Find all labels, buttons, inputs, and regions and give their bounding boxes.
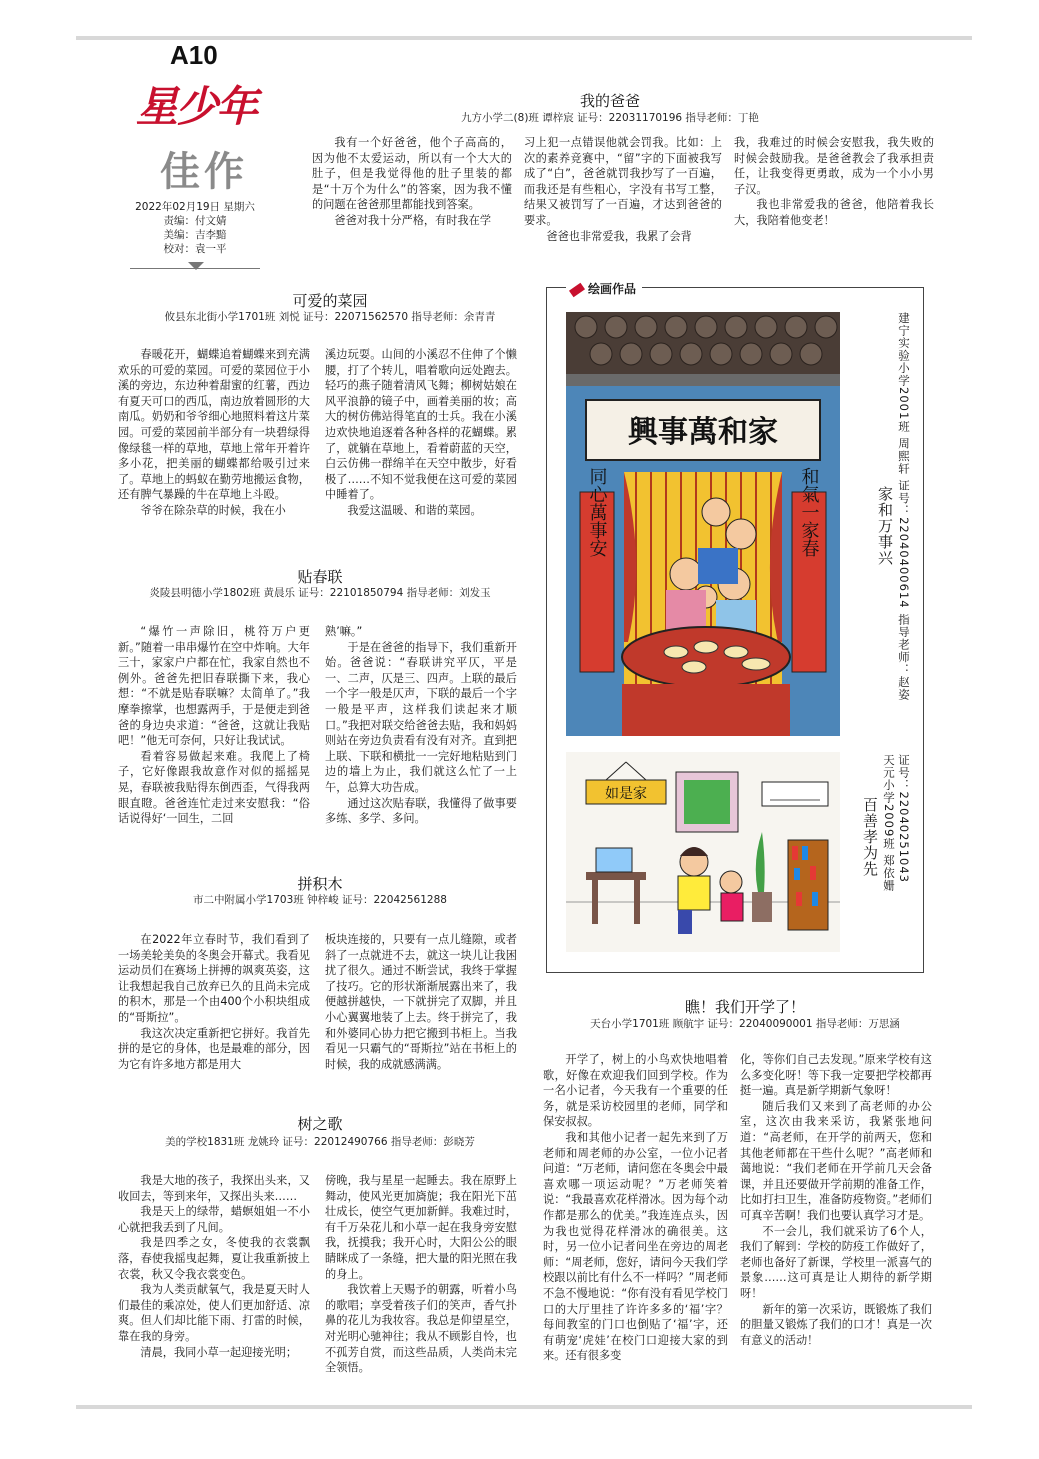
brand-logo: 星少年	[136, 82, 257, 131]
article-dad-byline: 九方小学二(8)班 谭梓宸 证号：22031170196 指导老师：丁艳	[461, 112, 759, 124]
painting1-title: 家和万事兴	[876, 486, 894, 566]
proofreader-credit: 校对：袁一平	[163, 243, 227, 255]
article-dad-col2: 习上犯一点错误他就会罚我。比如：上次的素养竞赛中，“留”字的下面被我写成了“白”，爸爸就罚我抄写了一百遍，而我还是有些粗心，字没有书写工整，结果又被罚写了一百遍，才达到爸爸的要求。 爸爸也非常爱我，我累了会背	[524, 136, 722, 243]
article-tree-byline: 美的学校1831班 龙姚玲 证号：22012490766 指导老师：彭晓芳	[165, 1136, 475, 1148]
art-editor-credit: 美编：吉李黯	[163, 229, 227, 241]
issue-date: 2022年02月19日 星期六	[135, 201, 255, 213]
plaque-text: 如是家	[605, 786, 647, 802]
editor-credit: 责编：付文婧	[163, 215, 227, 227]
air-conditioner	[762, 782, 828, 806]
article-dad-title: 我的爸爸	[579, 92, 640, 110]
painting-filial-piety	[566, 752, 840, 952]
bottom-rule	[76, 1405, 972, 1409]
article-blocks-col2: 板块连接的，只要有一点儿缝隙，或者斜了一点就进不去，就这一块儿让我困扰了很久。通过不断尝试，我终于掌握了技巧。它的形状渐渐展露出来了，我便越拼越快，一下就拼完了双脚，并且小心翼翼地装了上去。终于拼完了，我和外婆同心协力把它搬到书柜上。当我看见一只霸气的“哥斯拉”站在书柜上的时候，我的成就感满满。	[325, 933, 517, 1071]
painting-family-harmony	[566, 312, 840, 736]
article-school-col1: 开学了，树上的小鸟欢快地唱着歌，好像在欢迎我们回到学校。作为一名小记者，今天我有一个重要的任务，就是采访校园里的老师，同学和保安叔叔。 我和其他小记者一起先来到了万老师和周老师的办公室，一位小记者问道：“万老师，请问您在冬奥会中最喜欢哪一项运动呢？”万老师笑着说：“我最喜欢花样滑冰。因为每个动作都是那么的优美。”我连连点头，因为我也觉得花样滑冰的确很美。这时，另一位小记者问坐在旁边的周老师：“周老师，您好，请问今天我们学校跟以前比有什么不一样吗？”周老师不急不慢地说：“你有没有看见学校门口的大厅里挂了许许多多的‘福’字？每间教室的门口也倒贴了‘福’字，还有萌宠‘虎娃’在校门口迎接大家的到来。还有很多变	[543, 1053, 728, 1363]
article-couplet-col2: 熟’嘛。” 于是在爸爸的指导下，我们重新开始。爸爸说：“春联讲究平仄，平是一、二声，仄是三、四声。上联的最后一个字一般是仄声，下联的最后一个字一般是平声，这样我们读起来才顺口。”我把对联交给爸爸去贴，我和妈妈则站在旁边负责看有没有对齐。直到把上联、下联和横批一一完好地粘贴到门边的墙上为止，我们就这么忙了一上午，总算大功告成。 通过这次贴春联，我懂得了做事要多练、多学、多问。	[325, 625, 517, 826]
signboard-text: 興事萬和家	[628, 415, 778, 450]
article-garden-col2: 溪边玩耍。山间的小溪忍不住伸了个懒腰，打了个转儿，唱着歌向远处跑去。轻巧的燕子随着清风飞舞；柳树姑娘在风平浪静的镜子中，画着美丽的妆；高大的树仿佛站得笔直的士兵。我在小溪边欢快地追逐着各种各样的花蝴蝶。累了，就躺在草地上，看着蔚蓝的天空，白云仿佛一群绵羊在天空中散步，好看极了……不知不觉我便在这可爱的菜园中睡着了。 我爱这温暖、和谐的菜园。	[325, 348, 517, 517]
couplet-right-text: 和氣一家春	[798, 467, 820, 557]
article-school-col2: 化，等你们自己去发现。”原来学校有这么多变化呀！等下我一定要把学校都再挺一遍。真是新学期新气象呀！ 随后我们又来到了高老师的办公室，这次由我来采访，我紧张地问道：“高老师，在开学的前两天，您和其他老师都在干些什么呢？”高老师和蔼地说：“我们老师在开学前几天会备课，并且还要做开学前期的准备工作，比如打扫卫生，准备防疫物资。”老师们可真辛苦啊！我们也要认真学习才是。 不一会儿，我们就采访了6个人，我们了解到：学校的防疫工作做好了，老师也备好了新课，学校里一派喜气的景象……这可真是让人期待的新学期呀！ 新年的第一次采访，既锻炼了我们的胆量又锻炼了我们的口才！真是一次有意义的活动！	[740, 1053, 932, 1347]
dinner-table	[622, 627, 790, 687]
painting2-credit-id: 证号：22040251043	[897, 754, 911, 883]
article-couplet-byline: 炎陵县明德小学1802班 黄晨乐 证号：22101850794 指导老师：刘发玉	[149, 587, 491, 599]
painting1-credit: 建宁实验小学2001班 周熙轩 证号：22040400614 指导老师：赵姿	[897, 312, 911, 701]
article-tree-col2: 傍晚，我与星星一起睡去。我在原野上舞动，使风光更加旖旎；我在阳光下茁壮成长，使空气更加新鲜。我难过时，有千万朵花儿和小草一起在我身旁安慰我，抚摸我；我开心时，大阳公公的眼睛眯成了一条缝，把大量的阳光照在我的身上。 我饮着上天赐予的朝露，听着小鸟的歌唱；享受着孩子们的笑声，香气扑鼻的花儿为我妆容。我总是仰望星空，对光明心驰神往；我从不顾影自怜，也不孤芳自赏，而这些品质，人类尚未完全领悟。	[325, 1174, 517, 1375]
art-section-label: 绘画作品	[566, 280, 642, 297]
meta-notch	[188, 262, 204, 270]
brand-subtitle: 佳作	[160, 148, 248, 195]
article-blocks-byline: 市二中附属小学1703班 钟梓峻 证号：22042561288	[193, 894, 447, 906]
painting2-title: 百善孝为先	[861, 797, 879, 877]
article-couplet-title: 贴春联	[297, 568, 343, 586]
pen-icon	[569, 282, 585, 297]
article-tree-col1: 我是大地的孩子，我探出头来，又收回去，等到来年，又探出头来…… 我是天上的绿带，蜡螟姐姐一不小心就把我丢到了凡间。 我是四季之女，冬使我的衣裳飘落，春使我摇曳起舞，夏让我重新披上衣裳，秋又令我衣裳变色。 我为人类贡献氧气，我是夏天时人们最佳的乘凉处，使人们更加舒适、凉爽。但人们却比能下雨、打雷的时候，靠在我的身旁。 清晨，我同小草一起迎接光明；	[118, 1174, 310, 1359]
article-garden-title: 可爱的菜园	[292, 292, 368, 310]
page-number: A10	[170, 40, 218, 70]
article-school-byline: 天台小学1701班 顾航宇 证号：22040090001 指导老师：万思涵	[590, 1018, 900, 1030]
article-blocks-col1: 在2022年立春时节，我们看到了一场美轮美奂的冬奥会开幕式。我看见运动员们在赛场上拼搏的飒爽英姿，这让我想起我自己放弃已久的且尚未完成的积木，那是一个由400个小积块组成的“哥斯拉”。 我这次决定重新把它拼好。我首先拼的是它的身体，也是最难的部分，因为它有许多地方都是用大	[118, 933, 310, 1071]
article-couplet-col1: “爆竹一声除旧，桃符万户更新。”随着一串串爆竹在空中炸响。大年三十，家家户户都在忙，我家自然也不例外。爸爸先把旧春联撕下来，我心想：“不就是贴春联嘛？太简单了。”我摩拳擦掌，也想露两手，于是便走到爸爸的身边央求道：“爸爸，这就让我贴吧！”他无可奈何，只好让我试试。 看着容易做起来难。我爬上了椅子，它好像跟我故意作对似的摇摇晃晃，春联被我贴得东倒西歪，气得我两眼直瞪。爸爸连忙走过来安慰我：“俗话说得好‘一回生，二回	[118, 625, 310, 826]
article-tree-title: 树之歌	[297, 1115, 343, 1133]
article-garden-byline: 攸县东北街小学1701班 刘悦 证号：22071562570 指导老师：余青青	[164, 311, 496, 323]
article-dad-col1: 我有一个好爸爸，他个子高高的，因为他不太爱运动，所以有一个大大的肚子，但是我觉得他的肚子里装的都是“十万个为什么”的答案，因为我不懂的问题在爸爸那里都能找到答案。 爸爸对我十分严格，有时我在学	[312, 136, 512, 227]
issue-meta	[130, 200, 260, 256]
article-garden-col1: 春暖花开，蝴蝶追着蝴蝶来到充满欢乐的可爱的菜园。可爱的菜园位于小溪的旁边，东边种着甜蜜的红薯，西边有夏天可口的西瓜，南边放着圆形的大南瓜。奶奶和爷爷细心地照料着这片菜园。可爱的菜园前半部分有一块碧绿得像绿毯一样的草地，草地上常年开着许多小花，把美丽的蝴蝶都给吸引过来了。草地上的蚂蚁在勤劳地搬运食物，还有脾气暴躁的牛在草地上斗殴。 爷爷在除杂草的时候，我在小	[118, 348, 310, 517]
article-blocks-title: 拼积木	[297, 875, 343, 893]
article-dad-col3: 我，我难过的时候会安慰我，我失败的时候会鼓励我。是爸爸教会了我承担责任，让我变得更勇敢，成为一个小小男子汉。 我也非常爱我的爸爸，他陪着我长大，我陪着他变老！	[734, 136, 934, 227]
article-school-title: 瞧！我们开学了！	[684, 998, 805, 1016]
couplet-left-text: 同心萬事安	[586, 467, 608, 557]
painting2-credit-school: 天元小学2009班 郑依姗	[882, 754, 896, 892]
